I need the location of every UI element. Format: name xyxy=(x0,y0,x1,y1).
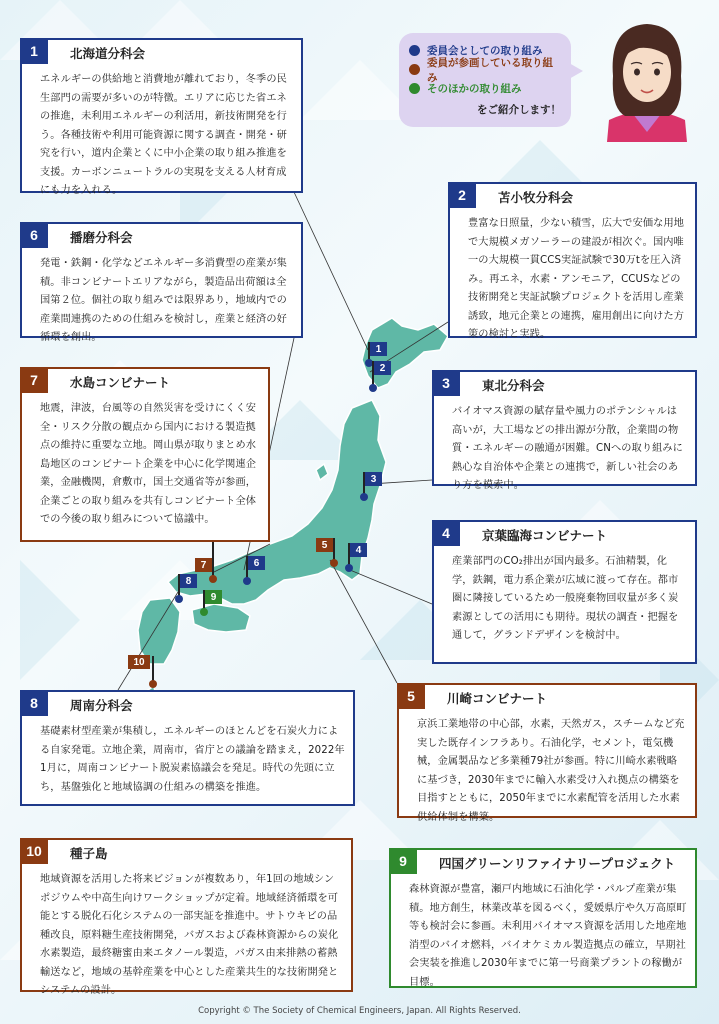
presenter-avatar-icon xyxy=(599,16,695,142)
pin-dot-7 xyxy=(209,575,217,583)
card-4[interactable] xyxy=(432,520,697,664)
card-10[interactable] xyxy=(20,838,353,996)
legend-bubble xyxy=(399,33,571,127)
card-title: 水島コンビナート xyxy=(70,375,171,390)
pin-dot-3 xyxy=(360,493,368,501)
card-number: 9 xyxy=(389,848,417,874)
card-title: 周南分科会 xyxy=(70,698,133,713)
card-number: 10 xyxy=(20,838,48,864)
card-text: 産業部門のCO₂排出が国内最多。石油精製，化学，鉄鋼，電力系企業が広域に渡って存在。都市圏に隣接しているため一般廃棄物回収量が多く炭素源としての活用にも期待。現状の調査・把握を通して，グランドデザインを検討中。 xyxy=(452,556,679,641)
pin-dot-2 xyxy=(369,384,377,392)
card-text: 地震，津波，台風等の自然災害を受けにくく安全・リスク分散の観点から国内における製造拠点の維持に重要な立地。岡山県が取りまとめ水島地区のコンビナート企業を中心に化学関連企業，金融機関，倉敷市，国土交通省等が参画，企業ごとの取り組みを共有しコンビナート全体での今後の取り組みについて協議中。 xyxy=(40,403,257,525)
card-number: 5 xyxy=(397,683,425,709)
pin-dot-8 xyxy=(175,595,183,603)
card-number: 6 xyxy=(20,222,48,248)
card-text: 基礎素材型産業が集積し，エネルギーのほとんどを石炭火力による自家発電。立地企業，周南市，省庁との議論を踏まえ，2022年1月に，周南コンビナート脱炭素協議会を発足。時代の先頭に立ち，基盤強化と地域協調の仕組みの構築を推進。 xyxy=(40,726,345,793)
card-number: 1 xyxy=(20,38,48,64)
card-text: 地域資源を活用した将来ビジョンが複数あり，年1回の地域シンポジウムや中高生向けワークショップが定着。地域経済循環を可能とする脱化石化システムの一部実証を推進中。サトウキビの品種改良，原料糖生産技術開発，バガスおよび森林資源からの炭化水素製造，最終糖蜜由来エタノール製造，バガス由来排熱の蓄熱輸送など，地域の基幹産業を中心とした産業共生的な技術開発とシステムの設計。 xyxy=(40,874,339,996)
pin-flag-4[interactable]: 4 xyxy=(350,543,367,557)
card-title: 播磨分科会 xyxy=(70,230,133,245)
card-number: 7 xyxy=(20,367,48,393)
pin-flag-1[interactable]: 1 xyxy=(370,342,387,356)
card-title: 東北分科会 xyxy=(482,378,545,393)
pin-dot-6 xyxy=(243,577,251,585)
copyright-footer: Copyright © The Society of Chemical Engineers, Japan. All Rights Reserved. xyxy=(198,1006,521,1016)
card-5[interactable] xyxy=(397,683,697,823)
pin-flag-6[interactable]: 6 xyxy=(248,556,265,570)
card-title: 四国グリーンリファイナリープロジェクト xyxy=(439,856,676,871)
pin-flag-10[interactable]: 10 xyxy=(128,655,150,669)
pin-flag-9[interactable]: 9 xyxy=(205,590,222,604)
pin-dot-5 xyxy=(330,559,338,567)
card-text: エネルギーの供給地と消費地が離れており，冬季の民生部門の需要が多いのが特徴。エリアに応じた省エネの推進，未利用エネルギーの利活用，新技術開発を行う。各種技術や利用可能資源に関する調査・開発・研究を行い，道内企業とくに中小企業の取り組み推進を支援。カーボンニュートラルの実現を支える人材育成にも力を入れる。 xyxy=(40,74,287,196)
card-number: 3 xyxy=(432,370,460,396)
green-dot-icon xyxy=(409,83,420,94)
card-text: 豊富な日照量，少ない積雪，広大で安価な用地で大規模メガソーラーの建設が相次ぐ。国内唯一の大規模一貫CCS実証試験で30万tを圧入済み。再エネ，水素・アンモニア，CCUSなどの技術開発と実証試験プロジェクトを活用し産業誘致，地元企業との連携，雇用創出に向けた方策の検討と実践。 xyxy=(468,218,685,340)
card-9[interactable] xyxy=(389,848,697,988)
pin-dot-9 xyxy=(200,608,208,616)
card-title: 苫小牧分科会 xyxy=(498,190,574,205)
card-1[interactable] xyxy=(20,38,303,196)
card-title: 北海道分科会 xyxy=(70,46,146,61)
card-number: 8 xyxy=(20,690,48,716)
card-text: バイオマス資源の賦存量や風力のポテンシャルは高いが，大工場などの排出源が分散，企業間の物質・エネルギーの融通が困難。CNへの取り組みに熱心な自治体や企業との連携で，新しい社会のあり方を模索中。 xyxy=(452,406,683,491)
card-text: 京浜工業地帯の中心部，水素，天然ガス，スチームなど充実した既存インフラあり。石油化学，セメント，電気機械，金属製品など多業種79社が参画。特に川崎水素戦略に基づき，2030年までに輸入水素受け入れ拠点の構築を目指すとともに，2050年までに水素配管を活用した水素供給体制を構築。 xyxy=(417,719,685,823)
pin-flag-8[interactable]: 8 xyxy=(180,574,197,588)
legend-item xyxy=(409,56,561,84)
card-text: 発電・鉄鋼・化学などエネルギー多消費型の産業が集積。非コンビナートエリアながら，製造品出荷額は全国第２位。個社の取り組みでは限界あり，地域内での産業間連携のための仕組みを検討し，産業と経済の好循環を創出。 xyxy=(40,258,287,343)
legend-label: そのほかの取り組み xyxy=(427,83,522,95)
card-8[interactable] xyxy=(20,690,355,806)
legend-closing: をご紹介します！ xyxy=(477,104,561,116)
card-number: 2 xyxy=(448,182,476,208)
blue-dot-icon xyxy=(409,45,420,56)
card-title: 種子島 xyxy=(70,846,108,861)
card-7[interactable] xyxy=(20,367,270,542)
card-text: 森林資源が豊富，瀬戸内地域に石油化学・パルプ産業が集積。地方創生，林業改革を図るべく，愛媛県庁や久万高原町等も検討会に参画。未利用バイオマス資源を活用した地産地消型のバイオ燃料，バイオケミカル製造拠点の確立，早期社会実装を推進し2030年までに第一号商業プラントの稼働が目標。 xyxy=(409,884,687,988)
legend-label: 委員会としての取り組み xyxy=(427,45,543,57)
card-2[interactable] xyxy=(448,182,697,338)
pin-7 xyxy=(212,542,214,576)
pin-flag-2[interactable]: 2 xyxy=(374,361,391,375)
pin-dot-4 xyxy=(345,564,353,572)
card-title: 川崎コンビナート xyxy=(447,691,548,706)
card-title: 京葉臨海コンビナート xyxy=(482,528,608,543)
card-number: 4 xyxy=(432,520,460,546)
pin-flag-7[interactable]: 7 xyxy=(195,558,212,572)
pin-flag-5[interactable]: 5 xyxy=(316,538,333,552)
card-6[interactable] xyxy=(20,222,303,343)
legend-label: 委員が参画している取り組み xyxy=(427,56,553,84)
pin-flag-3[interactable]: 3 xyxy=(365,472,382,486)
card-3[interactable] xyxy=(432,370,697,491)
pin-dot-10 xyxy=(149,680,157,688)
brown-dot-icon xyxy=(409,64,420,75)
